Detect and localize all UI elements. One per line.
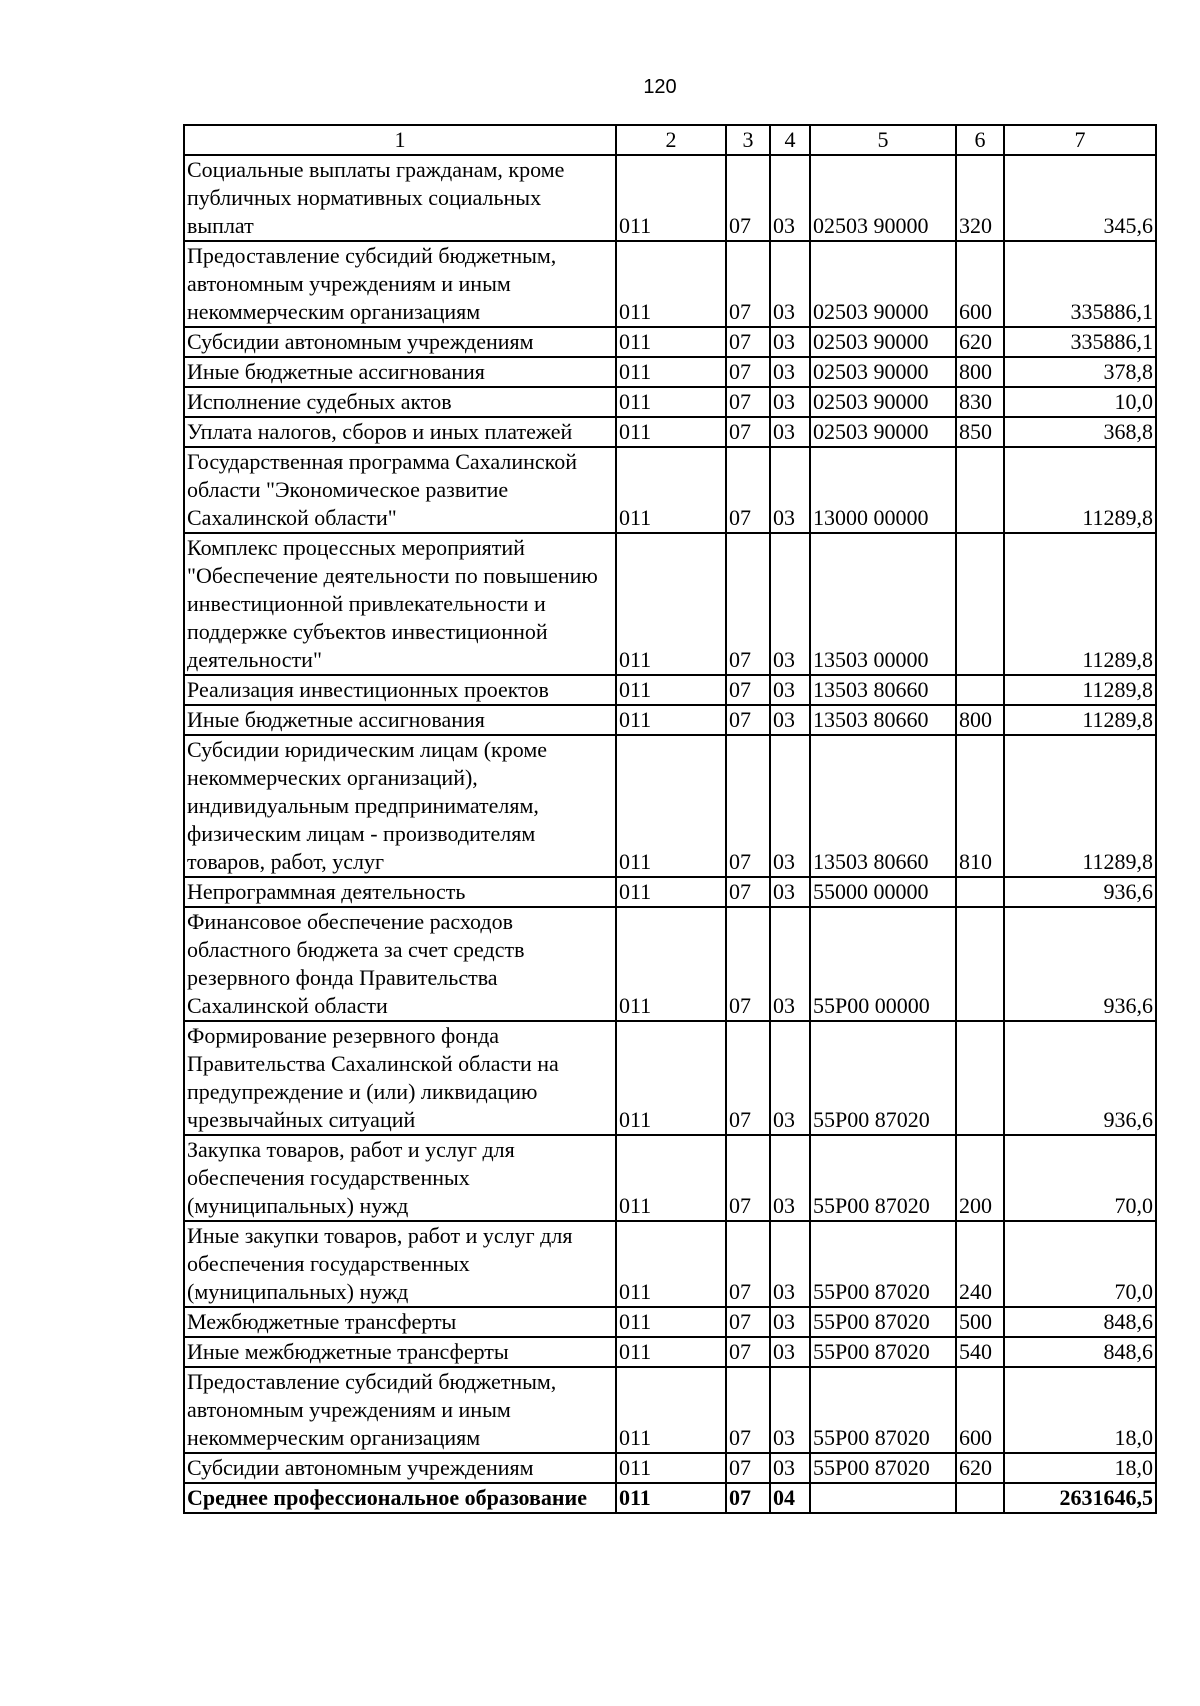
cell-expense-type: 320 bbox=[956, 155, 1004, 241]
table-header-row bbox=[184, 125, 1156, 155]
cell-subsection-code: 03 bbox=[770, 447, 810, 533]
cell-subsection-code: 03 bbox=[770, 1021, 810, 1135]
table-row bbox=[184, 155, 1156, 241]
cell-amount: 70,0 bbox=[1004, 1135, 1156, 1221]
cell-section-code: 07 bbox=[726, 735, 770, 877]
cell-amount: 18,0 bbox=[1004, 1367, 1156, 1453]
cell-subsection-code: 03 bbox=[770, 155, 810, 241]
cell-section-code: 07 bbox=[726, 533, 770, 675]
cell-target-article: 55Р00 87020 bbox=[810, 1453, 956, 1483]
cell-subsection-code: 03 bbox=[770, 705, 810, 735]
cell-subsection-code: 03 bbox=[770, 241, 810, 327]
cell-target-article: 02503 90000 bbox=[810, 155, 956, 241]
cell-name: Предоставление субсидий бюджетным, автономным учреждениям и иным некоммерческим организациям bbox=[184, 1367, 616, 1453]
cell-section-code: 07 bbox=[726, 241, 770, 327]
cell-ministry-code: 011 bbox=[616, 1453, 726, 1483]
cell-subsection-code: 03 bbox=[770, 877, 810, 907]
cell-section-code: 07 bbox=[726, 357, 770, 387]
cell-ministry-code: 011 bbox=[616, 327, 726, 357]
cell-target-article: 02503 90000 bbox=[810, 387, 956, 417]
cell-ministry-code: 011 bbox=[616, 1367, 726, 1453]
table-row bbox=[184, 533, 1156, 675]
cell-name: Субсидии автономным учреждениям bbox=[184, 327, 616, 357]
cell-expense-type bbox=[956, 533, 1004, 675]
cell-section-code: 07 bbox=[726, 387, 770, 417]
cell-name: Финансовое обеспечение расходов областного бюджета за счет средств резервного фонда Правительства Сахалинской области bbox=[184, 907, 616, 1021]
cell-name: Иные закупки товаров, работ и услуг для обеспечения государственных (муниципальных) нужд bbox=[184, 1221, 616, 1307]
header-col-4: 4 bbox=[770, 125, 810, 155]
cell-expense-type bbox=[956, 447, 1004, 533]
cell-name: Субсидии автономным учреждениям bbox=[184, 1453, 616, 1483]
cell-subsection-code: 03 bbox=[770, 907, 810, 1021]
cell-name: Формирование резервного фонда Правительства Сахалинской области на предупреждение и (или) ликвидацию чрезвычайных ситуаций bbox=[184, 1021, 616, 1135]
cell-subsection-code: 03 bbox=[770, 327, 810, 357]
cell-subsection-code: 03 bbox=[770, 417, 810, 447]
cell-name: Иные межбюджетные трансферты bbox=[184, 1337, 616, 1367]
header-col-7: 7 bbox=[1004, 125, 1156, 155]
cell-ministry-code: 011 bbox=[616, 1021, 726, 1135]
cell-target-article: 55Р00 00000 bbox=[810, 907, 956, 1021]
cell-section-code: 07 bbox=[726, 327, 770, 357]
cell-amount: 10,0 bbox=[1004, 387, 1156, 417]
cell-amount: 936,6 bbox=[1004, 877, 1156, 907]
cell-target-article: 13503 80660 bbox=[810, 675, 956, 705]
cell-amount: 11289,8 bbox=[1004, 705, 1156, 735]
cell-ministry-code: 011 bbox=[616, 705, 726, 735]
cell-ministry-code: 011 bbox=[616, 155, 726, 241]
cell-subsection-code: 03 bbox=[770, 1367, 810, 1453]
header-col-1: 1 bbox=[184, 125, 616, 155]
table-row bbox=[184, 1453, 1156, 1483]
cell-expense-type: 240 bbox=[956, 1221, 1004, 1307]
table-row bbox=[184, 1307, 1156, 1337]
cell-section-code: 07 bbox=[726, 1453, 770, 1483]
table-row bbox=[184, 1367, 1156, 1453]
cell-subsection-code: 03 bbox=[770, 1453, 810, 1483]
table-row bbox=[184, 387, 1156, 417]
cell-ministry-code: 011 bbox=[616, 387, 726, 417]
cell-subsection-code: 03 bbox=[770, 357, 810, 387]
cell-amount: 2631646,5 bbox=[1004, 1483, 1156, 1513]
cell-name: Иные бюджетные ассигнования bbox=[184, 705, 616, 735]
cell-ministry-code: 011 bbox=[616, 675, 726, 705]
cell-name: Реализация инвестиционных проектов bbox=[184, 675, 616, 705]
cell-subsection-code: 03 bbox=[770, 675, 810, 705]
cell-ministry-code: 011 bbox=[616, 907, 726, 1021]
table-row bbox=[184, 1483, 1156, 1513]
cell-name: Среднее профессиональное образование bbox=[184, 1483, 616, 1513]
cell-section-code: 07 bbox=[726, 877, 770, 907]
cell-target-article: 13503 80660 bbox=[810, 735, 956, 877]
cell-amount: 11289,8 bbox=[1004, 735, 1156, 877]
cell-target-article: 55Р00 87020 bbox=[810, 1021, 956, 1135]
cell-name: Комплекс процессных мероприятий "Обеспечение деятельности по повышению инвестиционной привлекательности и поддержке субъектов инвестиционной деятельности" bbox=[184, 533, 616, 675]
cell-name: Закупка товаров, работ и услуг для обеспечения государственных (муниципальных) нужд bbox=[184, 1135, 616, 1221]
cell-expense-type: 600 bbox=[956, 241, 1004, 327]
cell-ministry-code: 011 bbox=[616, 1483, 726, 1513]
cell-ministry-code: 011 bbox=[616, 877, 726, 907]
cell-subsection-code: 03 bbox=[770, 735, 810, 877]
cell-subsection-code: 03 bbox=[770, 1221, 810, 1307]
cell-expense-type: 810 bbox=[956, 735, 1004, 877]
cell-amount: 378,8 bbox=[1004, 357, 1156, 387]
table-row bbox=[184, 241, 1156, 327]
cell-expense-type bbox=[956, 1021, 1004, 1135]
cell-target-article: 02503 90000 bbox=[810, 241, 956, 327]
cell-target-article: 55Р00 87020 bbox=[810, 1221, 956, 1307]
cell-target-article: 13503 00000 bbox=[810, 533, 956, 675]
cell-target-article: 55Р00 87020 bbox=[810, 1367, 956, 1453]
cell-ministry-code: 011 bbox=[616, 417, 726, 447]
cell-expense-type: 800 bbox=[956, 705, 1004, 735]
table-row bbox=[184, 447, 1156, 533]
cell-expense-type: 850 bbox=[956, 417, 1004, 447]
cell-section-code: 07 bbox=[726, 1135, 770, 1221]
cell-name: Субсидии юридическим лицам (кроме некоммерческих организаций), индивидуальным предпринимателям, физическим лицам - производителям товаров, работ, услуг bbox=[184, 735, 616, 877]
cell-subsection-code: 03 bbox=[770, 533, 810, 675]
cell-ministry-code: 011 bbox=[616, 447, 726, 533]
cell-target-article: 13503 80660 bbox=[810, 705, 956, 735]
cell-ministry-code: 011 bbox=[616, 1337, 726, 1367]
cell-ministry-code: 011 bbox=[616, 735, 726, 877]
cell-subsection-code: 03 bbox=[770, 1135, 810, 1221]
cell-ministry-code: 011 bbox=[616, 1135, 726, 1221]
cell-target-article: 55Р00 87020 bbox=[810, 1337, 956, 1367]
cell-name: Исполнение судебных актов bbox=[184, 387, 616, 417]
cell-section-code: 07 bbox=[726, 1367, 770, 1453]
cell-target-article: 02503 90000 bbox=[810, 417, 956, 447]
cell-expense-type bbox=[956, 907, 1004, 1021]
cell-amount: 335886,1 bbox=[1004, 327, 1156, 357]
cell-ministry-code: 011 bbox=[616, 1307, 726, 1337]
cell-section-code: 07 bbox=[726, 1221, 770, 1307]
cell-subsection-code: 04 bbox=[770, 1483, 810, 1513]
cell-expense-type bbox=[956, 877, 1004, 907]
header-col-6: 6 bbox=[956, 125, 1004, 155]
cell-section-code: 07 bbox=[726, 417, 770, 447]
header-col-2: 2 bbox=[616, 125, 726, 155]
page-number: 120 bbox=[643, 76, 677, 98]
header-col-5: 5 bbox=[810, 125, 956, 155]
table-row bbox=[184, 417, 1156, 447]
cell-amount: 11289,8 bbox=[1004, 675, 1156, 705]
cell-ministry-code: 011 bbox=[616, 241, 726, 327]
cell-subsection-code: 03 bbox=[770, 1337, 810, 1367]
cell-name: Предоставление субсидий бюджетным, автономным учреждениям и иным некоммерческим организациям bbox=[184, 241, 616, 327]
cell-expense-type: 620 bbox=[956, 1453, 1004, 1483]
cell-section-code: 07 bbox=[726, 1337, 770, 1367]
cell-section-code: 07 bbox=[726, 1307, 770, 1337]
cell-amount: 848,6 bbox=[1004, 1337, 1156, 1367]
header-col-3: 3 bbox=[726, 125, 770, 155]
cell-expense-type: 600 bbox=[956, 1367, 1004, 1453]
cell-expense-type: 200 bbox=[956, 1135, 1004, 1221]
table-row bbox=[184, 675, 1156, 705]
table-row bbox=[184, 1337, 1156, 1367]
cell-section-code: 07 bbox=[726, 1483, 770, 1513]
cell-target-article: 02503 90000 bbox=[810, 327, 956, 357]
cell-expense-type: 620 bbox=[956, 327, 1004, 357]
cell-target-article: 02503 90000 bbox=[810, 357, 956, 387]
cell-name: Социальные выплаты гражданам, кроме публичных нормативных социальных выплат bbox=[184, 155, 616, 241]
cell-subsection-code: 03 bbox=[770, 387, 810, 417]
cell-name: Иные бюджетные ассигнования bbox=[184, 357, 616, 387]
cell-ministry-code: 011 bbox=[616, 533, 726, 675]
cell-ministry-code: 011 bbox=[616, 357, 726, 387]
budget-table bbox=[183, 124, 1157, 1514]
cell-target-article: 55Р00 87020 bbox=[810, 1307, 956, 1337]
cell-amount: 936,6 bbox=[1004, 1021, 1156, 1135]
table-body bbox=[184, 155, 1156, 1513]
cell-section-code: 07 bbox=[726, 705, 770, 735]
cell-amount: 335886,1 bbox=[1004, 241, 1156, 327]
cell-expense-type: 540 bbox=[956, 1337, 1004, 1367]
cell-amount: 18,0 bbox=[1004, 1453, 1156, 1483]
cell-section-code: 07 bbox=[726, 155, 770, 241]
cell-name: Межбюджетные трансферты bbox=[184, 1307, 616, 1337]
cell-expense-type bbox=[956, 675, 1004, 705]
cell-expense-type: 500 bbox=[956, 1307, 1004, 1337]
table-row bbox=[184, 705, 1156, 735]
cell-section-code: 07 bbox=[726, 675, 770, 705]
cell-section-code: 07 bbox=[726, 447, 770, 533]
cell-expense-type bbox=[956, 1483, 1004, 1513]
table-row bbox=[184, 357, 1156, 387]
cell-name: Непрограммная деятельность bbox=[184, 877, 616, 907]
cell-amount: 848,6 bbox=[1004, 1307, 1156, 1337]
cell-section-code: 07 bbox=[726, 907, 770, 1021]
cell-target-article: 55000 00000 bbox=[810, 877, 956, 907]
table-row bbox=[184, 1135, 1156, 1221]
cell-amount: 11289,8 bbox=[1004, 533, 1156, 675]
table-row bbox=[184, 907, 1156, 1021]
table-row bbox=[184, 1221, 1156, 1307]
table-row bbox=[184, 735, 1156, 877]
table-row bbox=[184, 877, 1156, 907]
cell-target-article: 13000 00000 bbox=[810, 447, 956, 533]
cell-name: Уплата налогов, сборов и иных платежей bbox=[184, 417, 616, 447]
cell-amount: 11289,8 bbox=[1004, 447, 1156, 533]
cell-subsection-code: 03 bbox=[770, 1307, 810, 1337]
cell-expense-type: 830 bbox=[956, 387, 1004, 417]
table-row bbox=[184, 327, 1156, 357]
cell-amount: 936,6 bbox=[1004, 907, 1156, 1021]
cell-name: Государственная программа Сахалинской области "Экономическое развитие Сахалинской области" bbox=[184, 447, 616, 533]
cell-target-article bbox=[810, 1483, 956, 1513]
cell-target-article: 55Р00 87020 bbox=[810, 1135, 956, 1221]
cell-amount: 70,0 bbox=[1004, 1221, 1156, 1307]
cell-ministry-code: 011 bbox=[616, 1221, 726, 1307]
table-row bbox=[184, 1021, 1156, 1135]
cell-section-code: 07 bbox=[726, 1021, 770, 1135]
cell-expense-type: 800 bbox=[956, 357, 1004, 387]
cell-amount: 345,6 bbox=[1004, 155, 1156, 241]
cell-amount: 368,8 bbox=[1004, 417, 1156, 447]
